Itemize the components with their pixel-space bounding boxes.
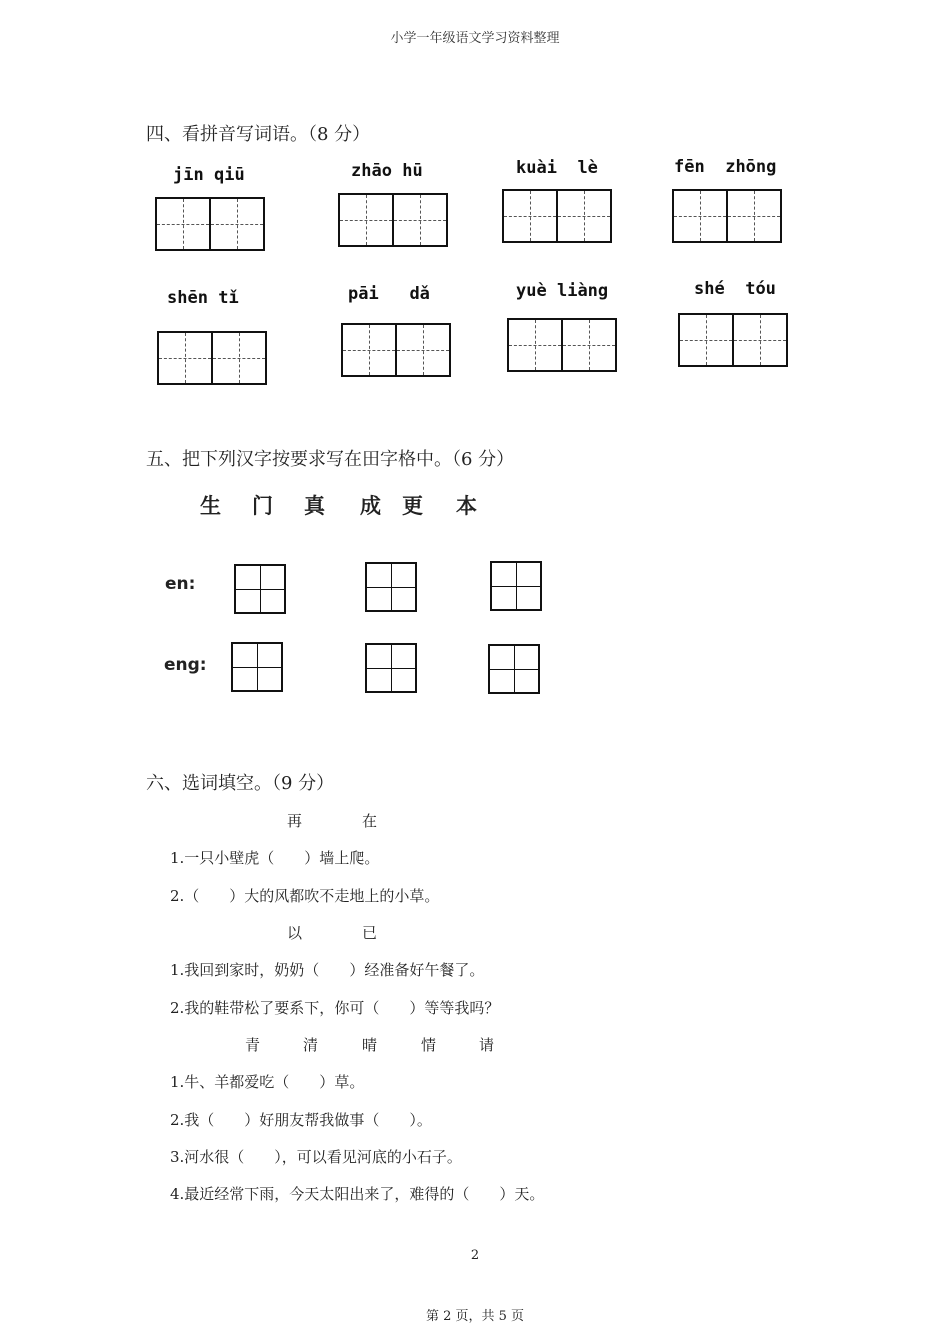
pinyin-label: pāi dǎ xyxy=(348,284,430,304)
tianzige-pair[interactable] xyxy=(678,313,788,367)
tianzige-pair[interactable] xyxy=(157,331,267,385)
fill-question: 4.最近经常下雨，今天太阳出来了，难得的（ ）天。 xyxy=(170,1185,545,1203)
fill-question: 2.我（ ）好朋友帮我做事（ ）。 xyxy=(170,1111,432,1129)
tianzige-pair[interactable] xyxy=(672,189,782,243)
fill-question: 1.我回到家时，奶奶（ ）经准备好午餐了。 xyxy=(170,961,485,979)
word-option: 清 xyxy=(303,1036,319,1054)
tianzige-pair[interactable] xyxy=(507,318,617,372)
pinyin-label: jīn qiū xyxy=(173,165,245,185)
tianzige-box[interactable] xyxy=(365,562,417,612)
row-label-en: en: xyxy=(165,574,196,594)
fill-question: 3.河水很（ ），可以看见河底的小石子。 xyxy=(170,1148,462,1166)
tianzige-pair[interactable] xyxy=(338,193,448,247)
word-option: 晴 xyxy=(362,1036,378,1054)
word-option: 以 xyxy=(287,924,303,942)
section-4-title: 四、看拼音写词语。（8 分） xyxy=(146,124,371,145)
page-header: 小学一年级语文学习资料整理 xyxy=(390,31,560,46)
page-footer: 第 2 页，共 5 页 xyxy=(425,1309,525,1324)
word-option: 青 xyxy=(245,1036,261,1054)
word-option: 再 xyxy=(287,812,303,830)
tianzige-pair[interactable] xyxy=(502,189,612,243)
pinyin-label: shé tóu xyxy=(694,279,776,299)
pinyin-label: fēn zhōng xyxy=(674,157,777,177)
tianzige-box[interactable] xyxy=(365,643,417,693)
pinyin-label: zhāo hū xyxy=(351,161,423,181)
pinyin-label: kuài lè xyxy=(516,158,598,178)
page-number: 2 xyxy=(470,1248,480,1263)
fill-question: 1.一只小壁虎（ ）墙上爬。 xyxy=(170,849,380,867)
pinyin-label: shēn tǐ xyxy=(167,288,239,308)
tianzige-pair[interactable] xyxy=(341,323,451,377)
fill-question: 2.我的鞋带松了要系下，你可（ ）等等我吗？ xyxy=(170,999,500,1017)
section-6-title: 六、选词填空。（9 分） xyxy=(146,773,335,794)
tianzige-pair[interactable] xyxy=(155,197,265,251)
tianzige-box[interactable] xyxy=(231,642,283,692)
char-list: 生 门 真 成 更 本 xyxy=(200,494,477,518)
pinyin-label: yuè liàng xyxy=(516,281,609,301)
section-5-title: 五、把下列汉字按要求写在田字格中。（6 分） xyxy=(146,449,515,470)
word-option: 情 xyxy=(421,1036,437,1054)
tianzige-box[interactable] xyxy=(234,564,286,614)
fill-question: 2.（ ）大的风都吹不走地上的小草。 xyxy=(170,887,440,905)
fill-question: 1.牛、羊都爱吃（ ）草。 xyxy=(170,1073,365,1091)
tianzige-box[interactable] xyxy=(488,644,540,694)
word-option: 请 xyxy=(479,1036,495,1054)
word-option: 在 xyxy=(362,812,378,830)
tianzige-box[interactable] xyxy=(490,561,542,611)
word-option: 已 xyxy=(362,924,378,942)
row-label-eng: eng: xyxy=(164,655,207,675)
